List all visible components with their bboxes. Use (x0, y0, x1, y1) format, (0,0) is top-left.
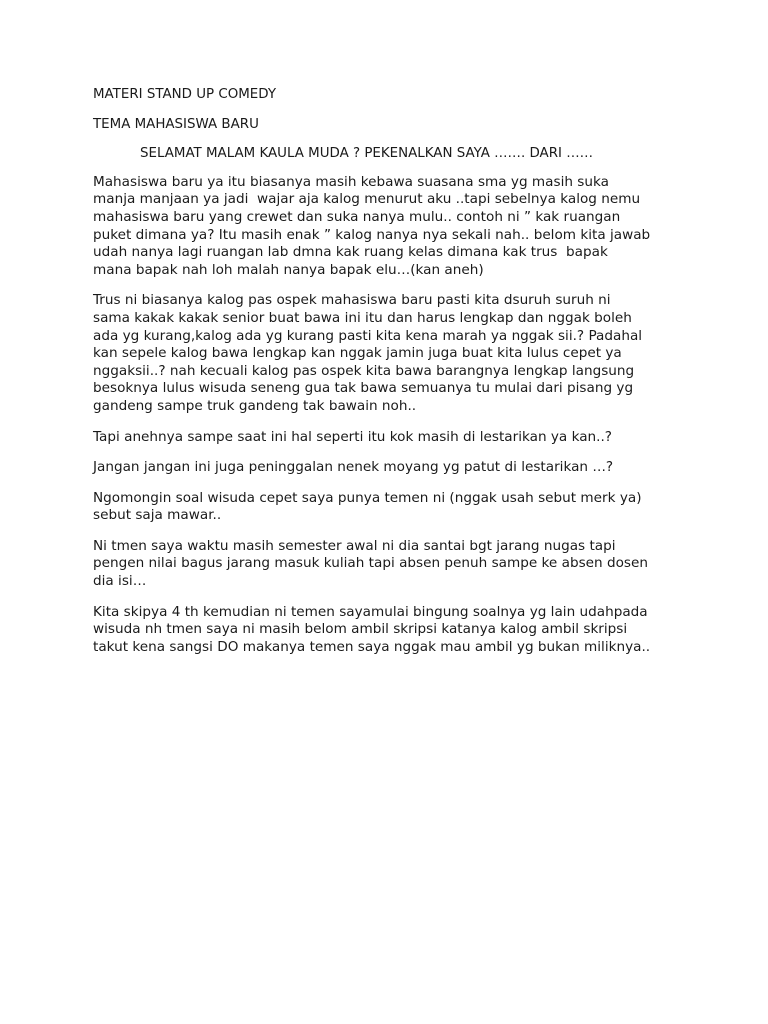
paragraph (93, 604, 683, 657)
paragraph-line: Ni tmen saya waktu masih semester awal ni dia santai bgt jarang nugas tapi (93, 537, 616, 554)
paragraph-line: Kita skipya 4 th kemudian ni temen sayamulai bingung soalnya yg lain udahpada (93, 603, 648, 620)
document-title: MATERI STAND UP COMEDY (93, 87, 277, 102)
paragraph-line: puket dimana ya? Itu masih enak ” kalog nanya nya sekali nah.. belom kita jawab (93, 226, 651, 243)
document-theme: TEMA MAHASISWA BARU (93, 116, 259, 132)
paragraph-list (93, 174, 683, 657)
paragraph-line: gandeng sampe truk gandeng tak bawain noh.. (93, 397, 417, 414)
paragraph-line: Jangan jangan ini juga peninggalan nenek moyang yg patut di lestarikan …? (93, 459, 614, 476)
paragraph (93, 429, 683, 447)
paragraph-line: takut kena sangsi DO makanya temen saya nggak mau ambil yg bukan miliknya.. (93, 638, 651, 655)
paragraph (93, 459, 683, 477)
paragraph-line: kan sepele kalog bawa lengkap kan nggak jamin juga buat kita lulus cepet ya (93, 345, 622, 362)
paragraph-line: Mahasiswa baru ya itu biasanya masih kebawa suasana sma yg masih suka (93, 173, 609, 190)
paragraph-line: Ngomongin soal wisuda cepet saya punya temen ni (nggak usah sebut merk ya) (93, 489, 642, 506)
paragraph-line: udah nanya lagi ruangan lab dmna kak ruang kelas dimana kak trus bapak (93, 244, 608, 261)
paragraph-line: ada yg kurang,kalog ada yg kurang pasti kita kena marah ya nggak sii.? Padahal (93, 327, 643, 344)
paragraph-line: Trus ni biasanya kalog pas ospek mahasiswa baru pasti kita dsuruh suruh ni (93, 292, 611, 309)
paragraph (93, 292, 683, 415)
paragraph-line: pengen nilai bagus jarang masuk kuliah tapi absen penuh sampe ke absen dosen (93, 555, 648, 572)
paragraph-line: manja manjaan ya jadi wajar aja kalog menurut aku ..tapi sebelnya kalog nemu (93, 191, 641, 208)
paragraph-line: sebut saja mawar.. (93, 507, 222, 524)
paragraph-line: wisuda nh tmen saya ni masih belom ambil skripsi katanya kalog ambil skripsi (93, 621, 628, 638)
greeting-line: SELAMAT MALAM KAULA MUDA ? PEKENALKAN SAYA ……. DARI …… (140, 146, 593, 162)
paragraph-line: besoknya lulus wisuda seneng gua tak bawa semuanya tu mulai dari pisang yg (93, 380, 634, 397)
paragraph-line: Tapi anehnya sampe saat ini hal seperti itu kok masih di lestarikan ya kan..? (93, 428, 613, 445)
paragraph (93, 490, 683, 525)
paragraph-line: mana bapak nah loh malah nanya bapak elu…(kan aneh) (93, 261, 484, 278)
paragraph-line: nggaksii..? nah kecuali kalog pas ospek kita bawa barangnya lengkap langsung (93, 362, 635, 379)
paragraph-line: sama kakak kakak senior buat bawa ini itu dan harus lengkap dan nggak boleh (93, 309, 632, 326)
paragraph (93, 174, 683, 280)
paragraph-line: dia isi… (93, 573, 147, 590)
paragraph (93, 538, 683, 591)
paragraph-line: mahasiswa baru yang crewet dan suka nanya mulu.. contoh ni ” kak ruangan (93, 208, 621, 225)
document-body (93, 86, 683, 669)
